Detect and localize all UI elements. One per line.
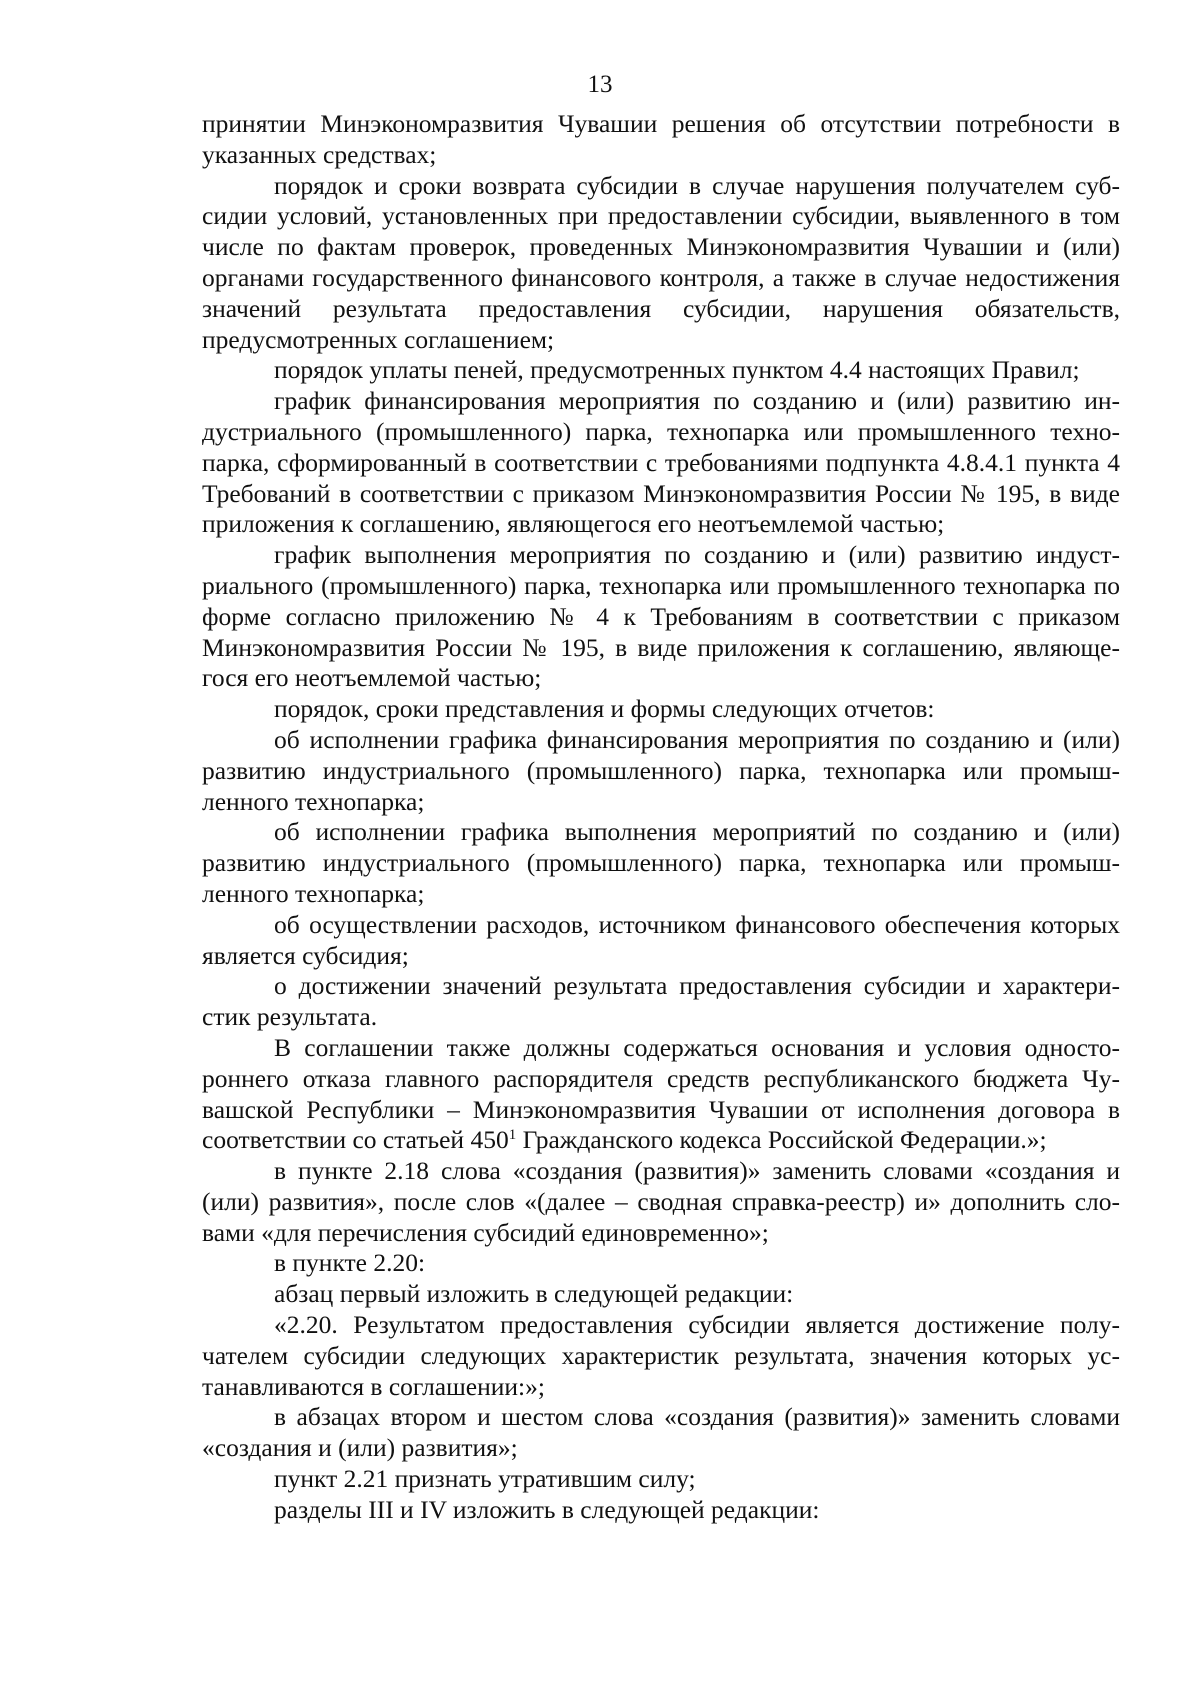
paragraph-text: в пункте 2.20:	[274, 1248, 426, 1278]
paragraph-text: разделы III и IV изложить в следующей редакции:	[274, 1494, 820, 1524]
paragraph-text: принятии Минэкономразвития Чувашии решения об отсутствии потребности в указанных средствах;	[202, 109, 1120, 169]
paragraph-text: в пункте 2.18 слова «создания (развития)» заменить словами «создания и (или) развития», после слов «(далее – сводная справка-реестр) и» дополнить словами «для перечисления субсидий единовременно»;	[202, 1156, 1120, 1247]
paragraph-text: об осуществлении расходов, источником финансового обеспечения которых является субсидия;	[202, 909, 1120, 970]
paragraph-text: абзац первый изложить в следующей редакции:	[274, 1279, 794, 1309]
paragraph	[202, 1310, 1120, 1402]
body-text	[202, 109, 1120, 1526]
paragraph-text: график финансирования мероприятия по созданию и (или) развитию индустриального (промышленного) парка, технопарка или промышленного технопарка, сформированный в соответствии с требованиями подпункта 4.8.4.1 пункта 4 Требований в соответствии с приказом Минэкономразвития России № 195, в виде приложения к соглашению, являющегося его неотъемлемой частью;	[202, 386, 1120, 539]
paragraph-text-tail: Гражданского кодекса Российской Федерации.»;	[516, 1125, 1047, 1155]
paragraph	[202, 1156, 1120, 1248]
paragraph-text: порядок и сроки возврата субсидии в случае нарушения получателем субсидии условий, установленных при предоставлении субсидии, выявленного в том числе по фактам проверок, проведенных Минэкономразвития Чувашии и (или) органами государственного финансового контроля, а также в случае недостижения значений результата предоставления субсидии, нарушения обязательств, предусмотренных соглашением;	[202, 170, 1120, 354]
paragraph-text: об исполнении графика выполнения мероприятий по созданию и (или) развитию индустриального (промышленного) парка, технопарка или промышленного технопарка;	[202, 817, 1120, 908]
paragraph	[202, 817, 1120, 909]
paragraph	[202, 971, 1120, 1033]
paragraph-text: в абзацах втором и шестом слова «создания (развития)» заменить словами «создания и (или) развития»;	[202, 1402, 1120, 1463]
paragraph	[202, 1279, 1120, 1310]
paragraph-text: об исполнении графика финансирования мероприятия по созданию и (или) развитию индустриального (промышленного) парка, технопарка или промышленного технопарка;	[202, 724, 1120, 816]
paragraph	[202, 725, 1120, 817]
paragraph	[202, 1033, 1120, 1156]
superscript: 1	[508, 1127, 517, 1144]
paragraph-text: порядок уплаты пеней, предусмотренных пунктом 4.4 настоящих Правил;	[274, 355, 1080, 385]
paragraph-text: график выполнения мероприятия по созданию и (или) развитию индустриального (промышленного) парка, технопарка или промышленного технопарка по форме согласно приложению № 4 к Требованиям в соответствии с приказом Минэкономразвития России № 195, в виде приложения к соглашению, являющегося его неотъемлемой частью;	[202, 540, 1120, 693]
paragraph	[202, 171, 1120, 356]
paragraph	[202, 540, 1120, 694]
paragraph	[202, 386, 1120, 540]
paragraph	[202, 910, 1120, 972]
paragraph	[202, 1495, 1120, 1526]
paragraph	[202, 1248, 1120, 1279]
paragraph	[202, 355, 1120, 386]
paragraph	[202, 109, 1120, 171]
paragraph-text: В соглашении также должны содержаться основания и условия одностороннего отказа главного распорядителя средств республиканского бюджета Чувашской Республики – Минэкономразвития Чувашии от исполнения договора в соответствии со статьей 450	[202, 1032, 1120, 1155]
paragraph-text: «2.20. Результатом предоставления субсидии является достижение получателем субсидии следующих характеристик результата, значения которых устанавливаются в соглашении:»;	[202, 1310, 1120, 1401]
paragraph	[202, 1464, 1120, 1495]
paragraph-text: о достижении значений результата предоставления субсидии и характеристик результата.	[202, 971, 1120, 1032]
paragraph	[202, 1402, 1120, 1464]
paragraph	[202, 694, 1120, 725]
page-number: 13	[587, 71, 613, 98]
paragraph-text: порядок, сроки представления и формы следующих отчетов:	[274, 694, 935, 724]
paragraph-text: пункт 2.21 признать утратившим силу;	[274, 1464, 696, 1494]
